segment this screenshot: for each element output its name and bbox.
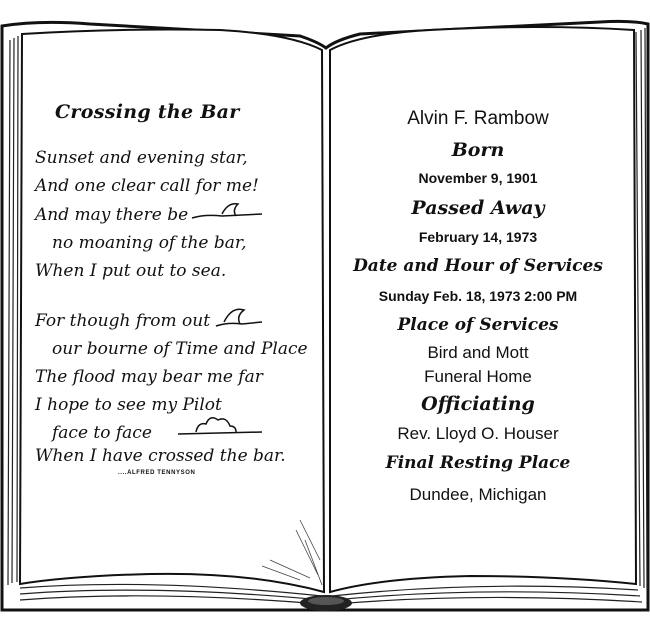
right-page-stack [636, 28, 647, 590]
poem-line: When I put out to sea. [35, 261, 227, 281]
services-datetime: Sunday Feb. 18, 1973 2:00 PM [378, 288, 578, 304]
poem-line: our bourne of Time and Place [52, 339, 308, 359]
passed-away-date: February 14, 1973 [418, 229, 538, 245]
poem-credit: ....ALFRED TENNYSON [118, 470, 196, 476]
place-of-services-heading: Place of Services [397, 315, 559, 335]
poem-title: Crossing the Bar [55, 101, 240, 123]
services-heading: Date and Hour of Services [353, 256, 603, 276]
spine-ornament-highlight [308, 597, 344, 605]
poem-line: Sunset and evening star, [35, 148, 248, 168]
poem-line: And one clear call for me! [35, 176, 259, 196]
final-resting-place-heading: Final Resting Place [385, 453, 571, 473]
place-line-1: Bird and Mott [427, 343, 529, 362]
poem-line: I hope to see my Pilot [35, 395, 222, 415]
left-page-stack [8, 36, 18, 585]
born-heading: Born [451, 139, 505, 161]
poem-line: And may there be [35, 205, 189, 225]
officiating-heading: Officiating [421, 393, 535, 415]
born-date: November 9, 1901 [418, 170, 538, 186]
poem-line: For though from out [35, 311, 211, 331]
passed-away-heading: Passed Away [411, 197, 545, 219]
resting-place: Dundee, Michigan [409, 485, 547, 504]
poem-line: When I have crossed the bar. [35, 446, 286, 466]
deceased-name: Alvin F. Rambow [407, 108, 549, 129]
poem-line: no moaning of the bar, [52, 233, 247, 253]
poem-line: The flood may bear me far [35, 367, 263, 387]
place-line-2: Funeral Home [424, 367, 532, 386]
officiant-name: Rev. Lloyd O. Houser [397, 424, 559, 443]
poem-line: face to face [52, 423, 152, 443]
